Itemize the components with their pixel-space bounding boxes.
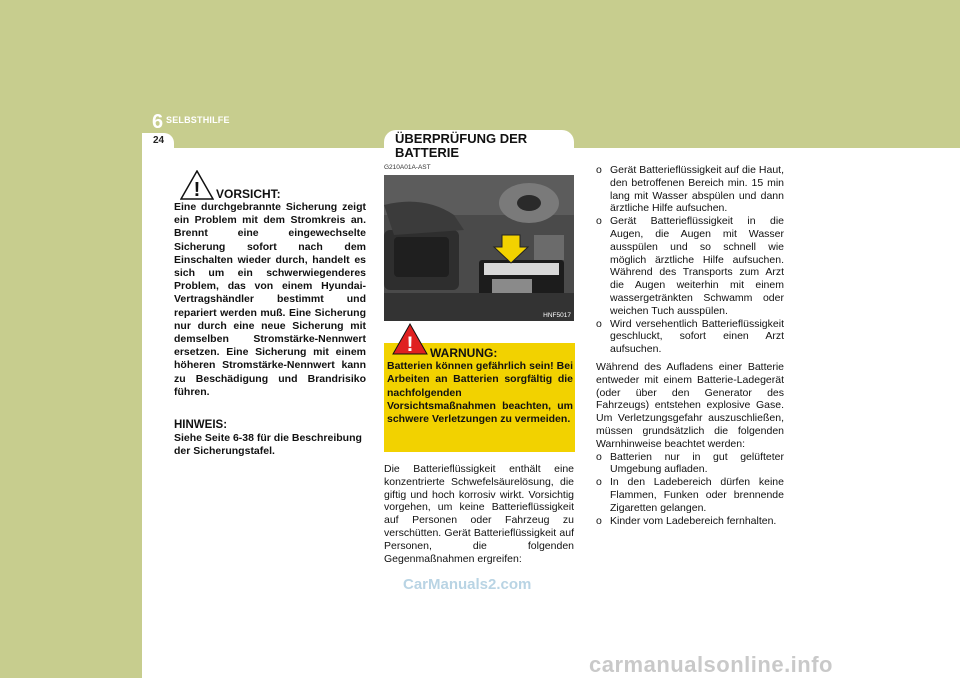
watermark-carmanuals2[interactable]: CarManuals2.com (403, 576, 532, 593)
acid-info-paragraph: Die Batterieflüssigkeit enthält eine konzentrierte Schwefelsäurelösung, die giftig und hoch korrosiv wirkt. Vorsichtig vorgehen, um keine Batterieflüssigkeit auf Personen oder Fahrzeug zu verschütten. Gerät Batterieflüssigkeit auf Personen, die folgenden Gegenmaßnahmen ergreifen: (384, 463, 574, 565)
list-item-text: In den Ladebereich dürfen keine Flammen, Funken oder brennende Zigaretten gelangen. (610, 476, 784, 514)
bullet-marker: o (596, 514, 602, 527)
caution-heading: VORSICHT: (216, 187, 281, 201)
page-tab (142, 133, 174, 148)
list-item (596, 318, 784, 356)
charging-paragraph: Während des Aufladens einer Batterie entweder mit einem Batterie-Ladegerät (oder über den Generator des Fahrzeugs) entstehen explosive Gase. Um Verletzungsgefahr auszuschließen, müssen grundsätzlich die folgenden Warnhinweise beachtet werden: (596, 360, 784, 450)
section-title: ÜBERPRÜFUNG DER BATTERIE (395, 131, 528, 160)
note-heading: HINWEIS: (174, 419, 228, 431)
list-item-text: Batterien nur in gut gelüfteter Umgebung aufladen. (610, 450, 784, 476)
note-body: Siehe Seite 6-38 für die Beschreibung der Sicherungstafel. (174, 432, 362, 457)
list-item (596, 515, 784, 528)
bullet-marker: o (596, 450, 602, 463)
watermark-carmanualsonline[interactable]: carmanualsonline.info (589, 652, 833, 677)
warning-heading: WARNUNG: (430, 346, 498, 360)
battery-photo (384, 175, 574, 321)
list-item (596, 215, 784, 317)
bullet-marker: o (596, 476, 602, 489)
chapter-number: 6 (152, 111, 164, 133)
svg-text:!: ! (406, 333, 414, 355)
bullet-marker: o (596, 164, 602, 176)
engine-bay-image (384, 175, 574, 321)
list-item-text: Gerät Batterieflüssigkeit in die Augen, die Augen mit Wasser ausspülen und so schnell wie möglich ärztliche Hilfe aufsuchen. Während des Transports zum Arzt die Augen weiterhin mit einem wassergetränkten Schwamm oder weichen Tuch ausspülen. (610, 215, 784, 317)
svg-text:!: ! (193, 179, 201, 200)
warning-body: Batterien können gefährlich sein! Bei Arbeiten an Batterien sorgfältig die nachfolgenden Vorsichtsmaßnahmen beachten, um schwere Verletzungen zu vermeiden. (387, 360, 573, 426)
page-number: 24 (153, 135, 165, 146)
list-item-text: Wird versehentlich Batterieflüssigkeit geschluckt, sofort einen Arzt aufsuchen. (610, 317, 784, 356)
bullet-marker: o (596, 215, 602, 228)
caution-body: Eine durchgebrannte Sicherung zeigt ein Problem mit dem Stromkreis an. Brennt eine eingewechselte Sicherung sofort nach dem Einschalten wieder durch, handelt es sich um ein schwerwiegenderes Problem, das von einem Hyundai-Vertragshändler bestimmt und repariert werden muß. Eine Sicherung nur durch eine neue Sicherung mit demselben Stromstärke-Nennwert ersetzen. Eine Sicherung mit einem höheren Stromstärke-Nennwert kann zu Beschädigung und Brandrisiko führen. (174, 201, 366, 398)
section-code: G210A01A-AST (384, 164, 431, 171)
chapter-title: SELBSTHILFE (166, 115, 230, 125)
list-item (596, 451, 784, 477)
header-band (0, 0, 960, 148)
warning-triangle-icon (392, 323, 428, 355)
warning-triangle-icon (180, 170, 214, 200)
list-item (596, 164, 784, 215)
photo-code: HNF5017 (543, 312, 571, 319)
bullet-marker: o (596, 317, 602, 330)
right-column (596, 164, 784, 527)
list-item-text: Kinder vom Ladebereich fernhalten. (610, 514, 777, 527)
side-band (0, 148, 142, 678)
list-item (596, 476, 784, 514)
list-item-text: Gerät Batterieflüssigkeit auf die Haut, den betroffenen Bereich min. 15 min lang mit Wasser abspülen und dann ärztliche Hilfe aufsuchen. (610, 164, 784, 215)
